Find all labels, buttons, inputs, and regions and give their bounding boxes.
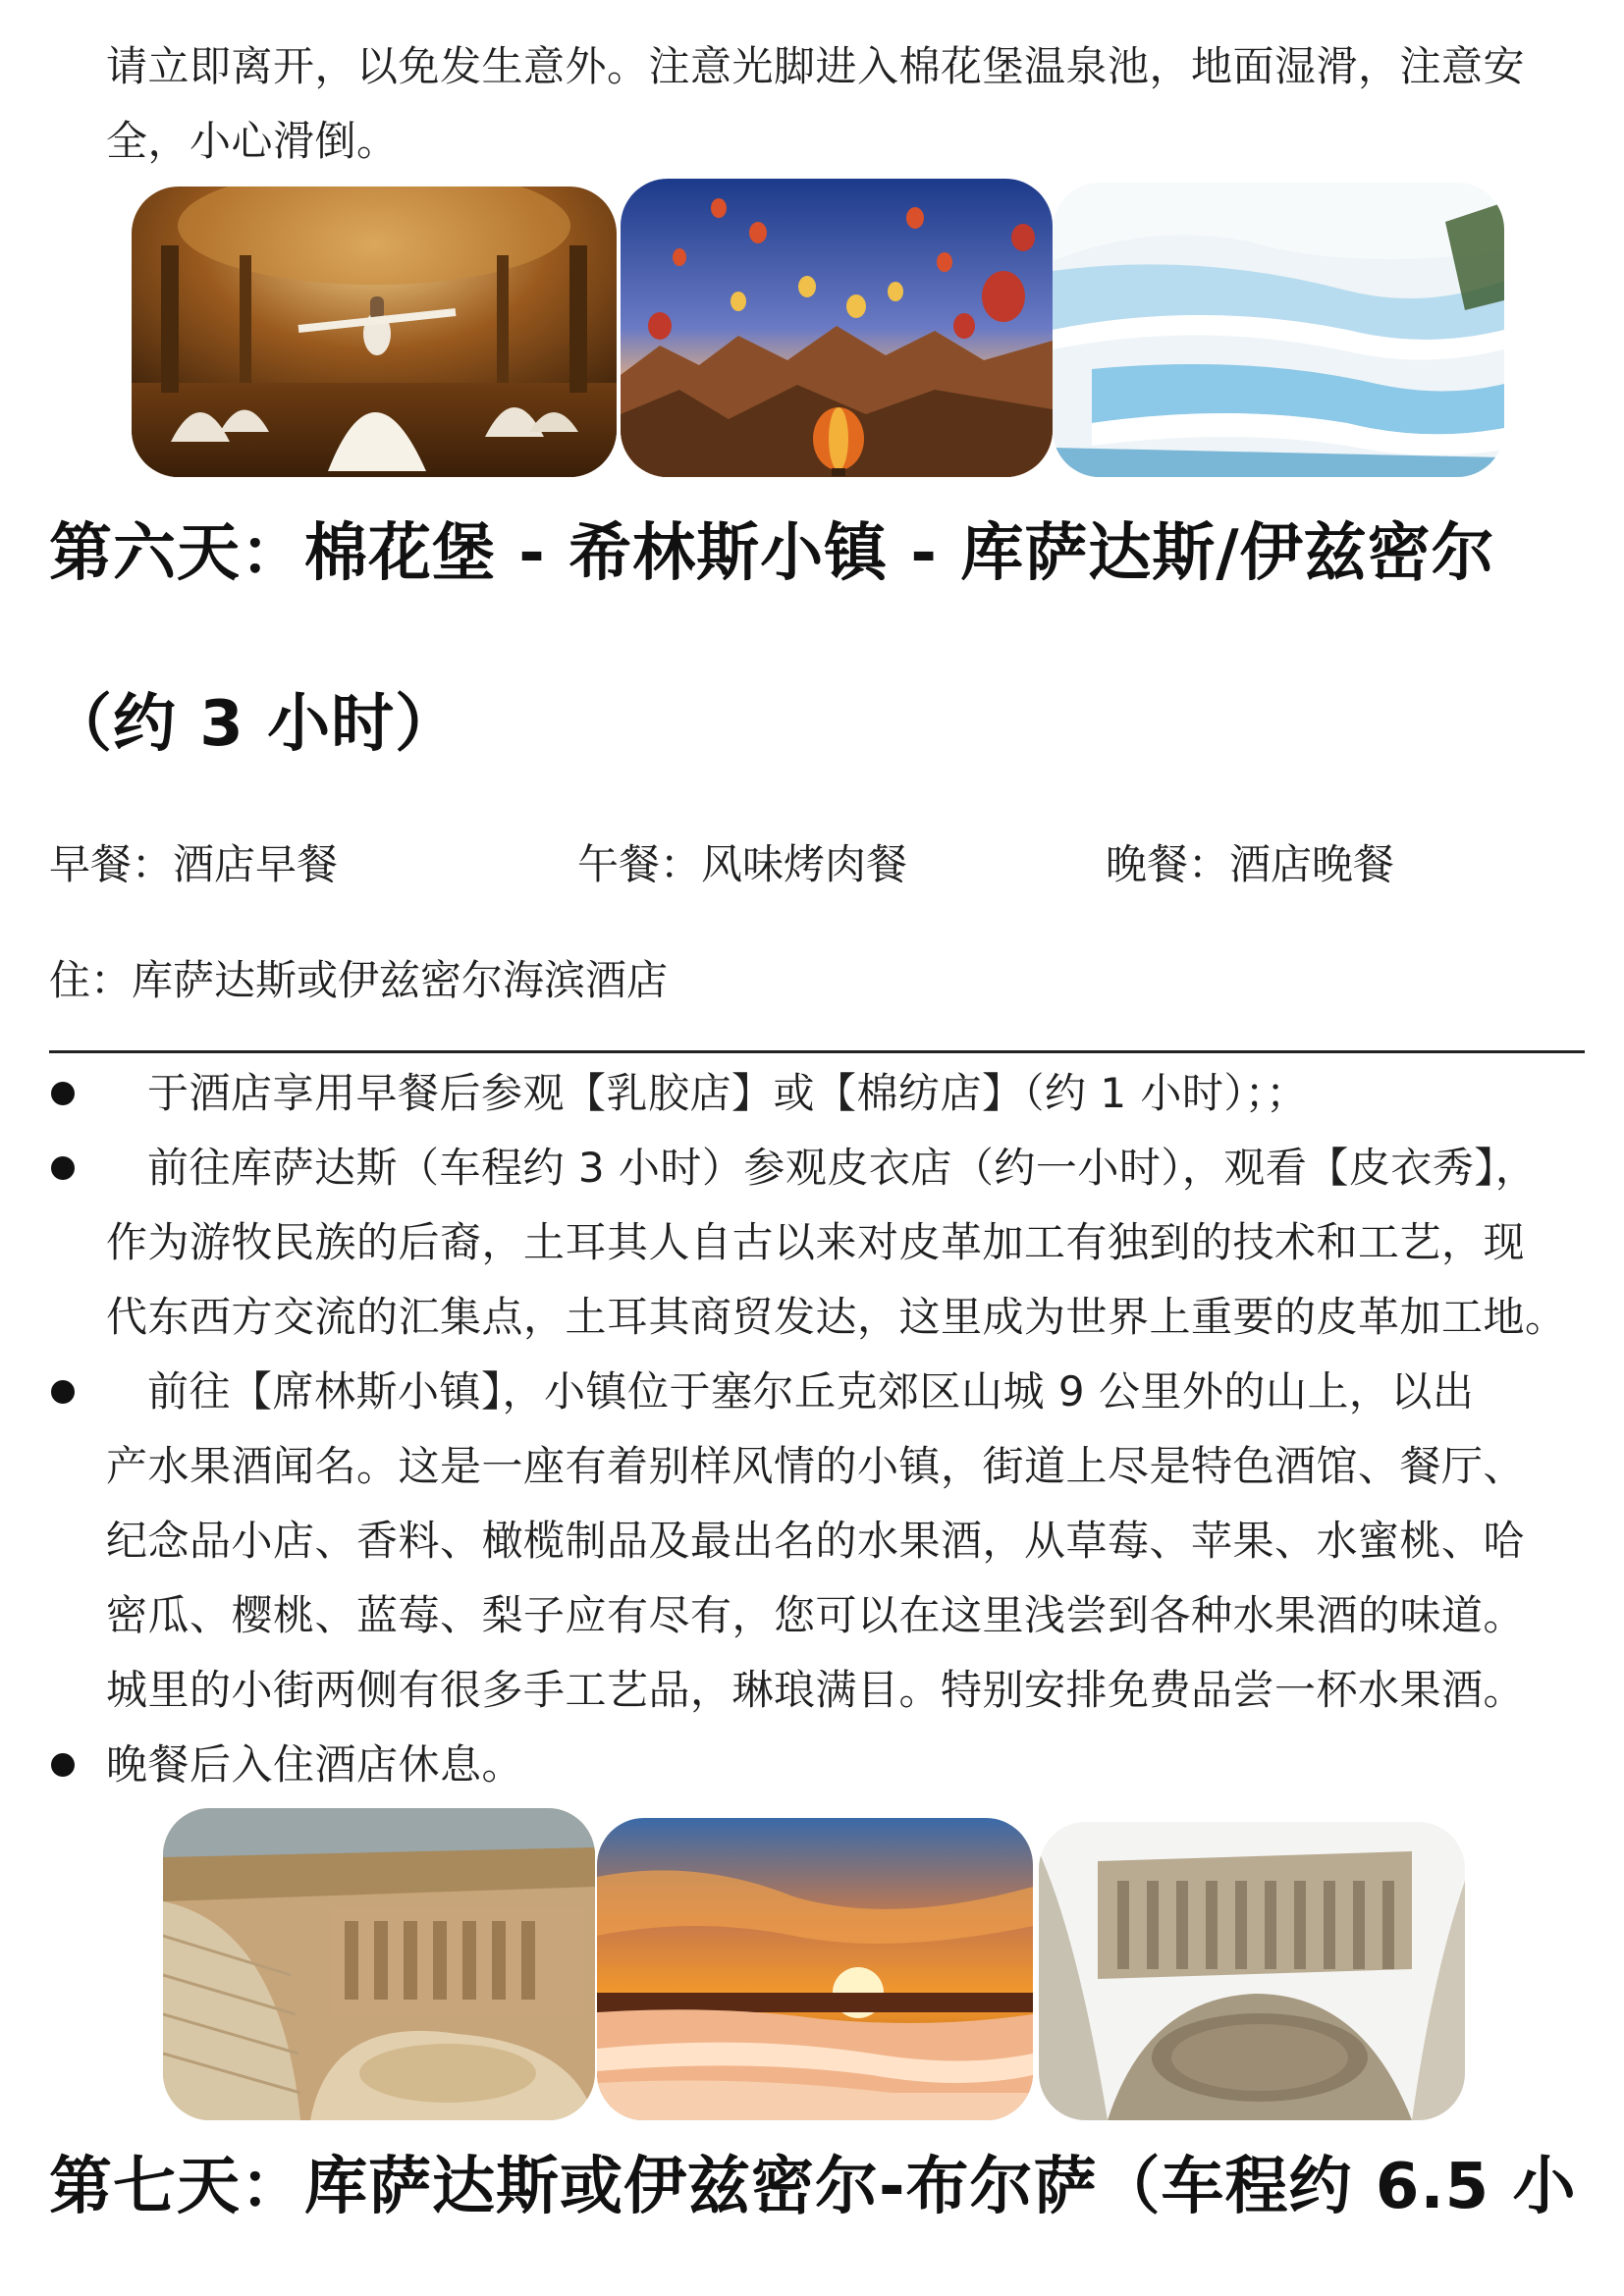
bullet-3-line-4: 密瓜、樱桃、蓝莓、梨子应有尽有，您可以在这里浅尝到各种水果酒的味道。	[106, 1591, 1526, 1639]
pamukkale-travertine-pools-photo	[1053, 183, 1504, 477]
dinner-info: 晚餐：酒店晚餐	[1106, 840, 1395, 888]
bullet-item-3	[0, 1355, 1624, 1728]
bullet-marker	[51, 1082, 75, 1105]
pamukkale-sunset-photo	[597, 1818, 1033, 2120]
accommodation-info: 住：库萨达斯或伊兹密尔海滨酒店	[49, 956, 669, 1004]
bullet-2-line-1: 前往库萨达斯（车程约 3 小时）参观皮衣店（约一小时），观看【皮衣秀】，	[147, 1144, 1538, 1192]
day7-title-line-1: 第七天：库萨达斯或伊兹密尔-布尔萨（车程约 6.5 小	[49, 2151, 1577, 2223]
bullet-3-line-5: 城里的小街两侧有很多手工艺品，琳琅满目。特别安排免费品尝一杯水果酒。	[106, 1666, 1526, 1714]
ancient-theatre-ruins-photo	[1039, 1822, 1465, 2120]
bullet-2-line-3: 代东西方交流的汇集点，土耳其商贸发达，这里成为世界上重要的皮革加工地。	[106, 1293, 1567, 1341]
bullet-marker	[51, 1753, 75, 1777]
cappadocia-hot-air-balloons-photo	[621, 179, 1053, 477]
intro-paragraph	[106, 29, 1598, 179]
hierapolis-theatre-photo	[163, 1808, 595, 2120]
day6-title-line-1: 第六天：棉花堡 - 希林斯小镇 - 库萨达斯/伊兹密尔	[49, 517, 1495, 590]
intro-line-2: 全，小心滑倒。	[106, 117, 399, 165]
bullet-item-1	[147, 1056, 1308, 1131]
bullet-3-line-3: 纪念品小店、香料、橄榄制品及最出名的水果酒，从草莓、苹果、水蜜桃、哈	[106, 1517, 1526, 1565]
breakfast-info: 早餐：酒店早餐	[49, 840, 339, 888]
bullet-item-4	[106, 1728, 523, 1802]
bullet-2-line-2: 作为游牧民族的后裔，土耳其人自古以来对皮革加工有独到的技术和工艺，现	[106, 1218, 1526, 1266]
bullet-4-line-1: 晚餐后入住酒店休息。	[106, 1740, 524, 1789]
bullet-3-line-1: 前往【席林斯小镇】，小镇位于塞尔丘克郊区山城 9 公里外的山上，以出	[147, 1367, 1475, 1415]
intro-line-1: 请立即离开，以免发生意外。注意光脚进入棉花堡温泉池，地面湿滑，注意安	[106, 42, 1526, 90]
sufi-whirling-dervish-photo	[132, 187, 617, 477]
bullet-3-line-2: 产水果酒闻名。这是一座有着别样风情的小镇，街道上尽是特色酒馆、餐厅、	[106, 1442, 1526, 1490]
section-divider	[49, 1050, 1585, 1053]
bullet-item-2	[0, 1131, 1624, 1355]
lunch-info: 午餐：风味烤肉餐	[577, 840, 908, 888]
day6-title-line-2: （约 3 小时）	[49, 688, 460, 761]
bullet-1-line-1: 于酒店享用早餐后参观【乳胶店】或【棉纺店】（约 1 小时）；；	[147, 1069, 1308, 1117]
